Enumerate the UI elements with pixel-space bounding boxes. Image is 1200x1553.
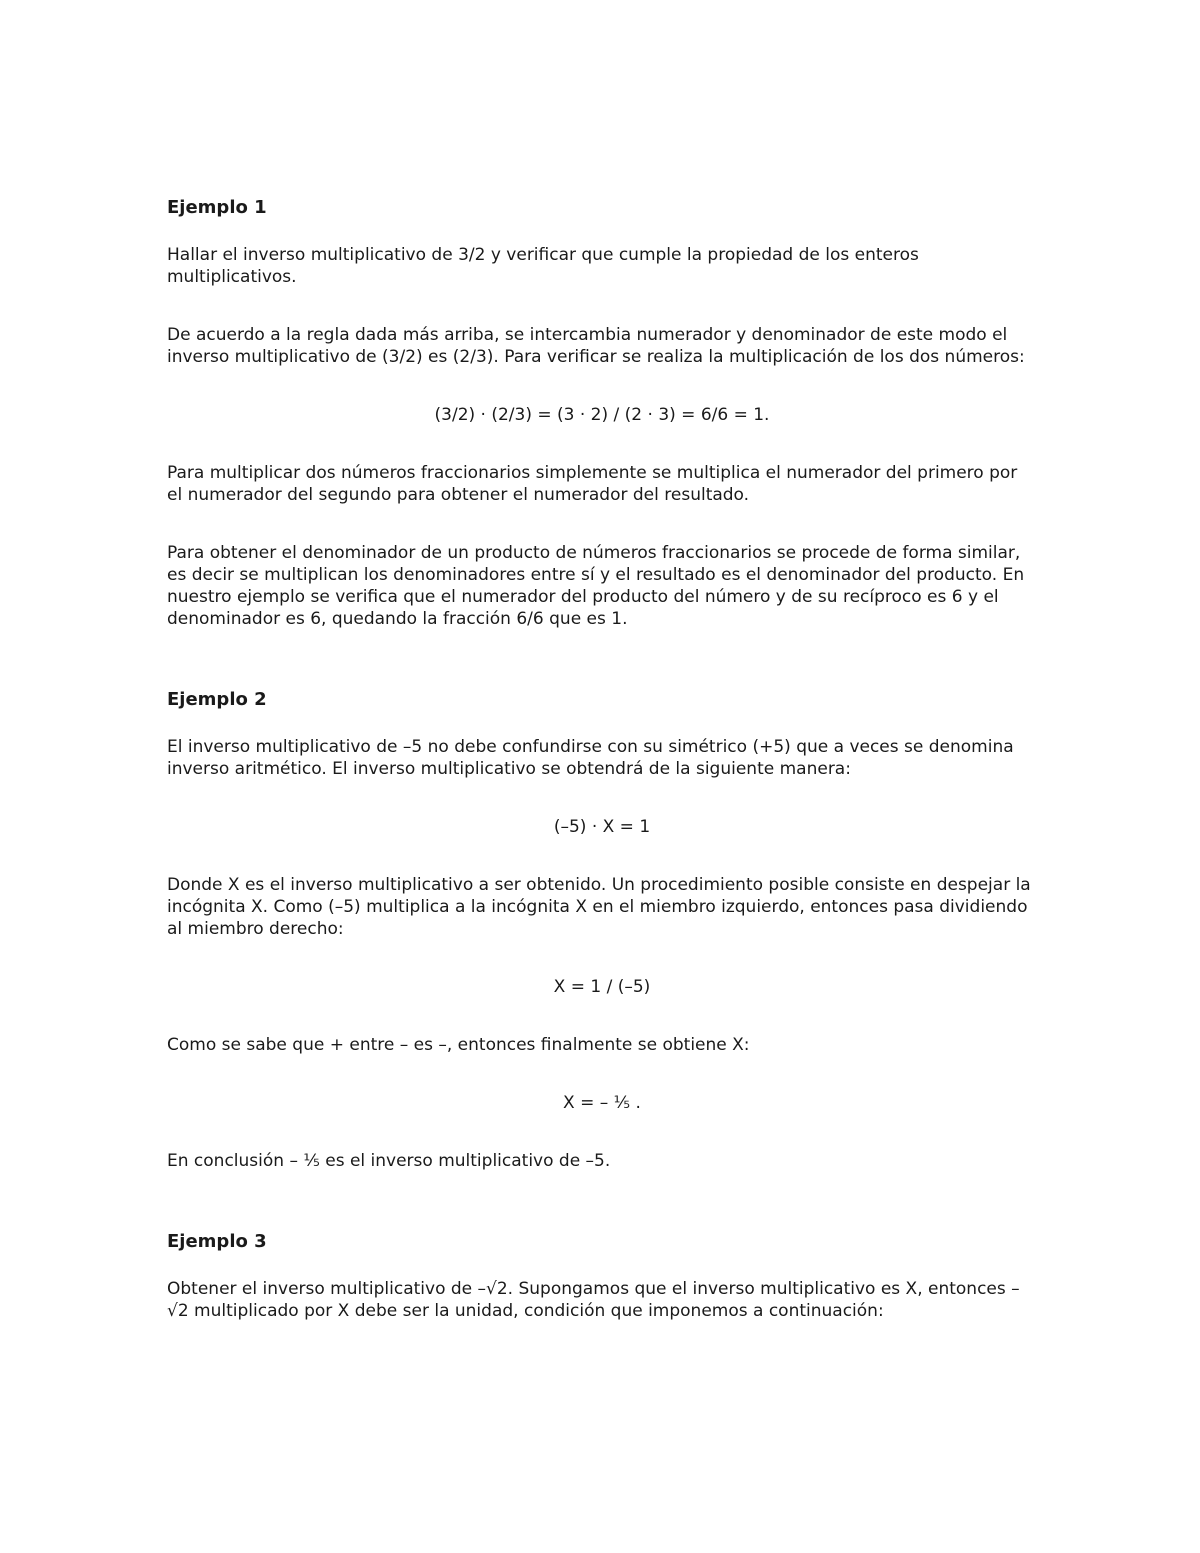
example-3-statement: Obtener el inverso multiplicativo de –√2. Supongamos que el inverso multiplicativo es X, entonces –√2 multiplicado por X debe ser la unidad, condición que imponemos a continuación: (167, 1279, 1020, 1321)
example-1-heading: Ejemplo 1 (167, 197, 267, 218)
example-2-sign-rule: Como se sabe que + entre – es –, entonces finalmente se obtiene X: (167, 1035, 750, 1055)
example-1-explanation: De acuerdo a la regla dada más arriba, se intercambia numerador y denominador de este modo el inverso multiplicativo de (3/2) es (2/3). Para verificar se realiza la multiplicación de los dos números: (167, 325, 1025, 367)
example-2-formula-1: (–5) · X = 1 (553, 817, 651, 837)
example-2-formula-3: X = – ⅕ . (563, 1093, 641, 1113)
example-2-formula-2: X = 1 / (–5) (553, 977, 651, 997)
document-body (167, 196, 1037, 1322)
example-1-numerator-note: Para multiplicar dos números fraccionarios simplemente se multiplica el numerador del primero por el numerador del segundo para obtener el numerador del resultado. (167, 463, 1018, 505)
example-2-conclusion: En conclusión – ⅕ es el inverso multiplicativo de –5. (167, 1151, 611, 1171)
example-2-heading: Ejemplo 2 (167, 689, 267, 710)
example-2-procedure: Donde X es el inverso multiplicativo a ser obtenido. Un procedimiento posible consiste en despejar la incógnita X. Como (–5) multiplica a la incógnita X en el miembro izquierdo, entonces pasa dividiendo al miembro derecho: (167, 875, 1031, 939)
example-1-denominator-note: Para obtener el denominador de un producto de números fraccionarios se procede de forma similar, es decir se multiplican los denominadores entre sí y el resultado es el denominador del producto. En nuestro ejemplo se verifica que el numerador del producto del número y de su recíproco es 6 y el denominador es 6, quedando la fracción 6/6 que es 1. (167, 543, 1025, 629)
example-1-formula: (3/2) · (2/3) = (3 · 2) / (2 · 3) = 6/6 = 1. (434, 405, 770, 425)
example-1-statement: Hallar el inverso multiplicativo de 3/2 y verificar que cumple la propiedad de los enteros multiplicativos. (167, 245, 919, 287)
example-2-statement: El inverso multiplicativo de –5 no debe confundirse con su simétrico (+5) que a veces se denomina inverso aritmético. El inverso multiplicativo se obtendrá de la siguiente manera: (167, 737, 1014, 779)
example-3-heading: Ejemplo 3 (167, 1231, 267, 1252)
